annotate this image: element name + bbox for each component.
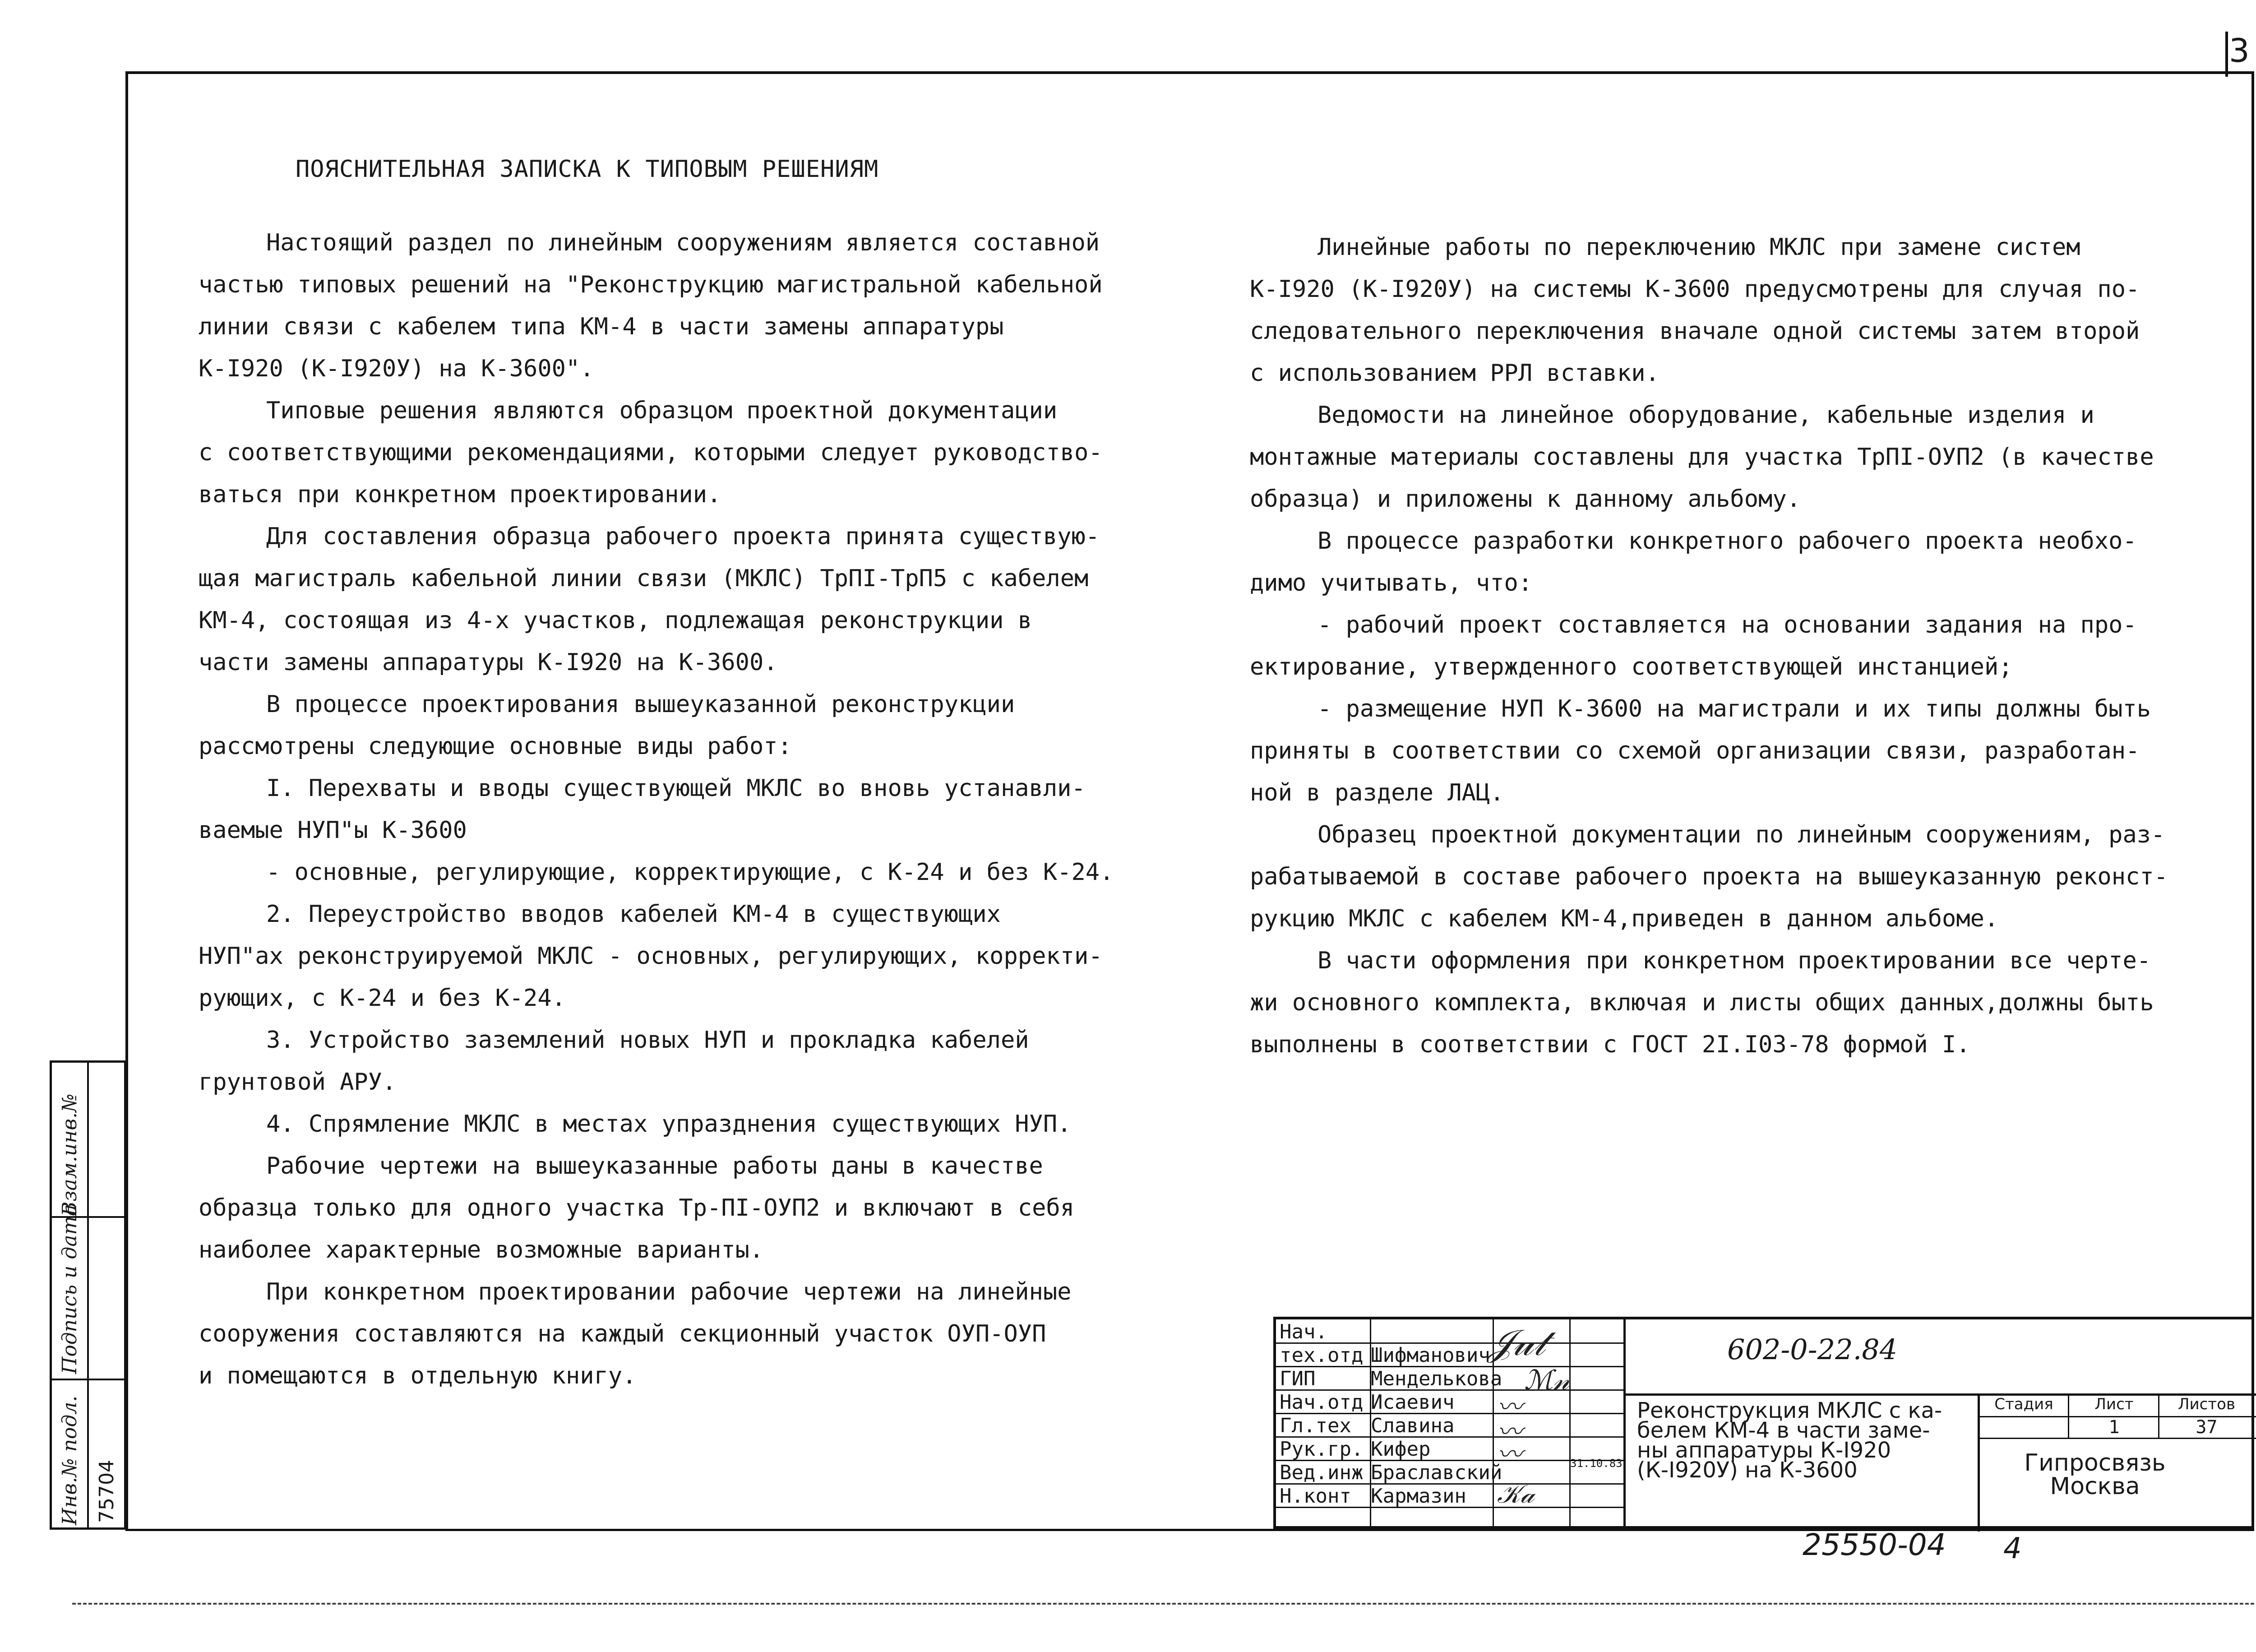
text-line: частью типовых решений на "Реконструкцию магистральной кабельной: [199, 271, 1103, 298]
text-line: рукцию МКЛС с кабелем КМ-4,приведен в данном альбоме.: [1250, 905, 1999, 932]
text-line: - рабочий проект составляется на основании задания на про-: [1318, 611, 2137, 639]
text-line: линии связи с кабелем типа КМ-4 в части замены аппаратуры: [199, 313, 1004, 340]
side-inv-label: Инв.№ подл.: [58, 1395, 81, 1525]
text-line: 4. Спрямление МКЛС в местах упразднения существующих НУП.: [266, 1111, 1072, 1138]
organization-name: Гипросвязь: [2024, 1449, 2166, 1476]
text-line: приняты в соответствии со схемой организации связи, разработан-: [1250, 737, 2140, 764]
side-stamp-row-line: [52, 1379, 124, 1380]
signature-name: Менделькова: [1371, 1367, 1502, 1390]
text-line: - основные, регулирующие, корректирующие, с К-24 и без К-24.: [266, 859, 1114, 886]
signature-role: Вед.инж: [1280, 1461, 1364, 1484]
signature-name: Браславский: [1371, 1461, 1502, 1484]
text-line: Для составления образца рабочего проекта принята существую-: [266, 523, 1100, 550]
stamp-grid-line: [1978, 1438, 2256, 1439]
text-line: грунтовой АРУ.: [199, 1069, 397, 1096]
text-line: димо учитывать, что:: [1250, 569, 1533, 597]
signature-name: Шифманович: [1371, 1344, 1490, 1367]
stage-label: Стадия: [1994, 1395, 2053, 1413]
text-line: ваемые НУП"ы К-3600: [199, 817, 467, 844]
signature-role: Н.конт: [1280, 1485, 1351, 1508]
signature-name: Кифер: [1371, 1438, 1431, 1461]
signature-row: [1276, 1413, 1623, 1438]
text-line: сооружения составляются на каждый секционный участок ОУП-ОУП: [199, 1320, 1046, 1347]
signature-name: Кармазин: [1371, 1485, 1466, 1508]
organization-city: Москва: [2050, 1473, 2140, 1500]
sheet-value: 1: [2108, 1417, 2120, 1438]
signature-row: [1276, 1484, 1623, 1508]
text-line: Ведомости на линейное оборудование, кабельные изделия и: [1318, 402, 2094, 429]
archive-page-number: 4: [2003, 1532, 2022, 1565]
right-text-column: [1250, 230, 2168, 1069]
text-line: 2. Переустройство вводов кабелей КМ-4 в существующих: [266, 901, 1001, 928]
text-line: ваться при конкретном проектировании.: [199, 481, 721, 508]
signature-name: Исаевич: [1371, 1391, 1455, 1414]
text-line: При конкретном проектировании рабочие чертежи на линейные: [266, 1278, 1072, 1305]
signature-role: Нач.отд: [1280, 1391, 1364, 1414]
text-line: I. Перехваты и вводы существующей МКЛС во вновь устанавли-: [266, 775, 1086, 802]
side-inv-value: 75704: [95, 1460, 118, 1523]
text-line: образца только для одного участка Тр-ПI-ОУП2 и включают в себя: [199, 1194, 1075, 1222]
text-line: 3. Устройство заземлений новых НУП и прокладка кабелей: [266, 1027, 1029, 1054]
page-edge-line: [72, 1603, 2256, 1605]
sheets-value: 37: [2196, 1417, 2218, 1438]
text-line: рующих, с К-24 и без К-24.: [199, 985, 566, 1012]
text-line: К-I920 (К-I920У) на К-3600".: [199, 355, 594, 382]
document-code: 602-0-22.84: [1727, 1333, 1898, 1366]
signature-row: [1276, 1319, 1623, 1344]
document-title: ПОЯСНИТЕЛЬНАЯ ЗАПИСКА К ТИПОВЫМ РЕШЕНИЯМ: [296, 156, 879, 183]
side-stamp: [50, 1060, 126, 1530]
side-replace-label: Взам.инв.№: [58, 1093, 81, 1216]
stamp-col-line: [1569, 1319, 1571, 1526]
text-line: НУП"ах реконструируемой МКЛС - основных, регулирующих, корректи-: [199, 943, 1103, 970]
stamp-col-line: [1623, 1319, 1626, 1526]
signature-rows: [1276, 1319, 1623, 1526]
left-text-column: [199, 226, 1114, 1401]
signature-row: [1276, 1366, 1623, 1391]
text-line: Образец проектной документации по линейным сооружениям, раз-: [1318, 821, 2165, 848]
text-line: следовательного переключения вначале одной системы затем второй: [1250, 318, 2140, 345]
signature-role: тех.отд: [1280, 1344, 1364, 1367]
stamp-col-line: [1370, 1319, 1371, 1526]
stamp-grid-line: [2068, 1393, 2069, 1438]
signature-mark: ℳ𝓃: [1524, 1365, 1570, 1396]
text-line: рассмотрены следующие основные виды работ:: [199, 733, 792, 760]
side-stamp-divider: [87, 1063, 89, 1527]
text-line: образца) и приложены к данному альбому.: [1250, 486, 1801, 513]
signature-name: Славина: [1371, 1414, 1455, 1437]
text-line: и помещаются в отдельную книгу.: [199, 1362, 637, 1389]
text-line: с соответствующими рекомендациями, которыми следует руководство-: [199, 439, 1103, 466]
text-line: - размещение НУП К-3600 на магистрали и их типы должны быть: [1318, 695, 2151, 722]
signature-row: [1276, 1390, 1623, 1414]
text-line: с использованием РРЛ вставки.: [1250, 360, 1660, 387]
page-number-divider: [2225, 32, 2228, 77]
text-line: монтажные материалы составлены для участка ТрПI-ОУП2 (в качестве: [1250, 444, 2154, 471]
text-line: жи основного комплекта, включая и листы общих данных,должны быть: [1250, 989, 2154, 1016]
signature-role: ГИП: [1280, 1367, 1316, 1390]
stamp-col-line: [1978, 1393, 1980, 1532]
text-line: К-I920 (К-I920У) на системы К-3600 предусмотрены для случая по-: [1250, 276, 2140, 303]
signature-role: Нач.: [1280, 1320, 1327, 1343]
signature-row: [1276, 1343, 1623, 1367]
text-line: Рабочие чертежи на вышеуказанные работы даны в качестве: [266, 1152, 1043, 1180]
text-line: рабатываемой в составе рабочего проекта на вышеуказанную реконст-: [1250, 863, 2168, 890]
signature-role: Рук.гр.: [1280, 1438, 1364, 1461]
signature-mark: 𝒥𝓊𝓉: [1488, 1322, 1546, 1364]
text-line: КМ-4, состоящая из 4-х участков, подлежащая реконструкции в: [199, 607, 1032, 634]
signature-mark: 〰: [1497, 1393, 1522, 1422]
organization-block: [1993, 1451, 2196, 1498]
side-sign-label: Подпись и дата: [58, 1204, 81, 1374]
text-line: ной в разделе ЛАЦ.: [1250, 779, 1504, 806]
text-line: наиболее характерные возможные варианты.: [199, 1236, 764, 1263]
text-line: Настоящий раздел по линейным сооружениям является составной: [266, 229, 1100, 256]
project-description: Реконструкция МКЛС с ка- белем КМ-4 в части заме- ны аппаратуры К-I920 (К-I920У) на К-3600: [1637, 1398, 1942, 1483]
text-line: Линейные работы по переключению МКЛС при замене систем: [1318, 234, 2080, 261]
text-line: щая магистраль кабельной линии связи (МКЛС) ТрПI-ТрП5 с кабелем: [199, 565, 1089, 592]
text-line: В процессе проектирования вышеуказанной реконструкции: [266, 691, 1015, 718]
signature-role: Гл.тех: [1280, 1414, 1351, 1437]
text-line: части замены аппаратуры К-I920 на К-3600.: [199, 649, 778, 676]
text-line: выполнены в соответствии с ГОСТ 2I.I03-78 формой I.: [1250, 1031, 1970, 1058]
text-line: В части оформления при конкретном проектировании все черте-: [1318, 947, 2151, 974]
stamp-grid-line: [2158, 1393, 2159, 1438]
signature-mark: 〰: [1497, 1417, 1522, 1447]
text-line: Типовые решения являются образцом проектной документации: [266, 397, 1058, 424]
sheets-label: Листов: [2177, 1395, 2235, 1413]
text-line: ектирование, утвержденного соответствующей инстанцией;: [1250, 653, 2013, 680]
signature-date: 31.10.83: [1570, 1457, 1623, 1470]
text-line: В процессе разработки конкретного рабочего проекта необхо-: [1318, 528, 2137, 555]
signature-mark: 𝒦𝒶: [1497, 1480, 1535, 1509]
title-block: [1273, 1317, 2254, 1529]
archive-code: 25550-04: [1803, 1527, 1946, 1562]
sheet-label: Лист: [2094, 1395, 2134, 1413]
signature-mark: 〰: [1497, 1440, 1522, 1469]
page-number: 3: [2229, 32, 2250, 69]
